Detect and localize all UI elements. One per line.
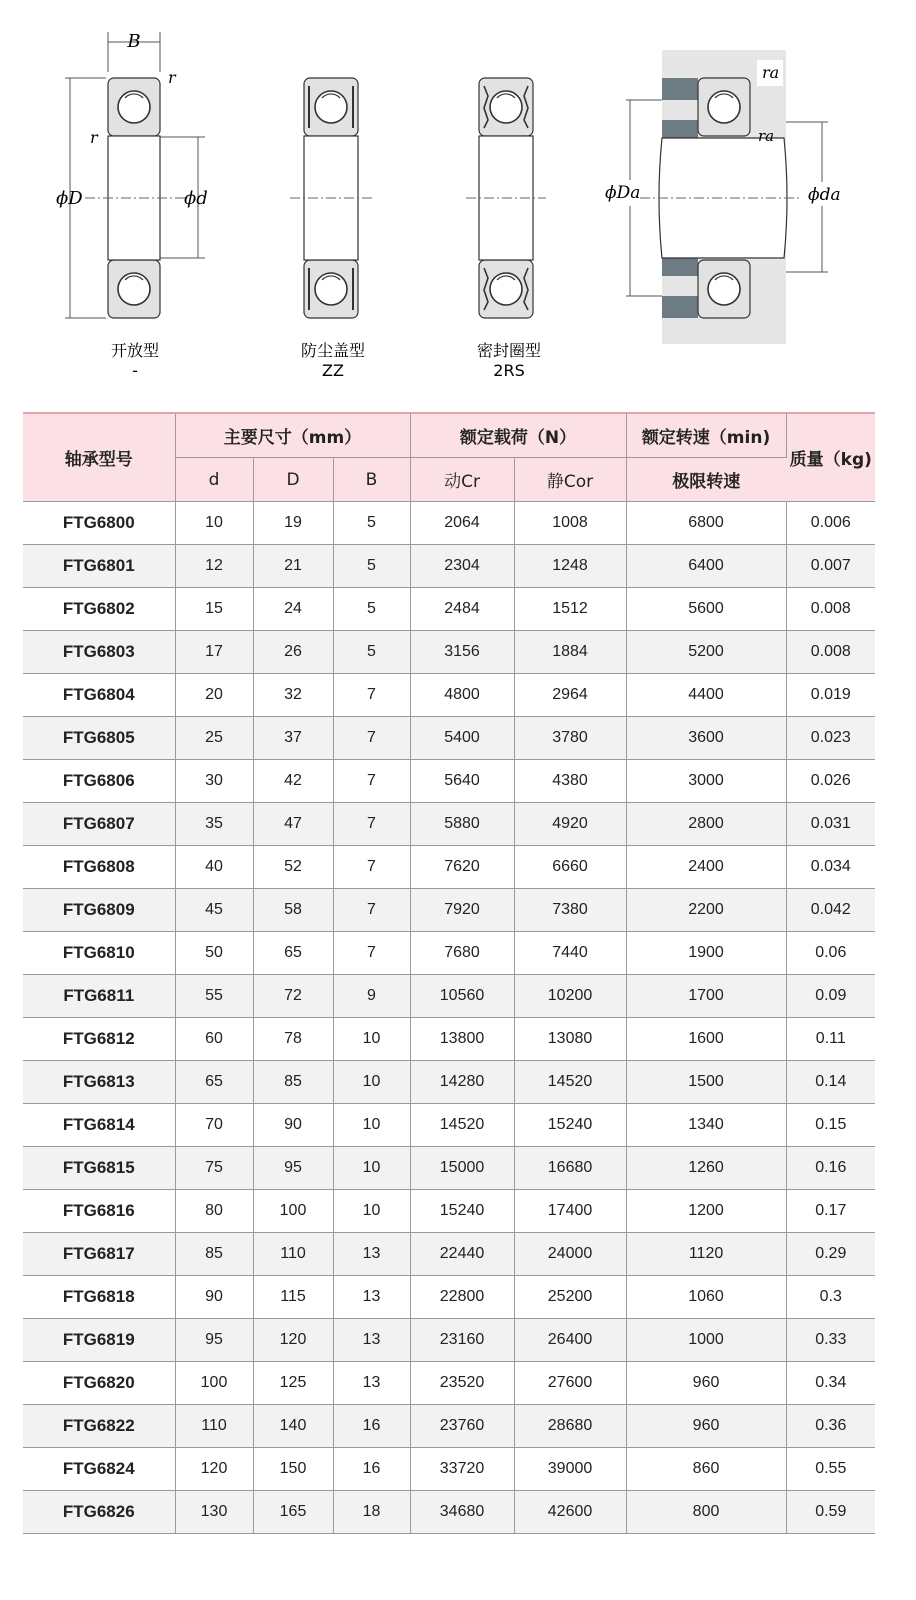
cell-outer-d: 150 <box>253 1448 333 1491</box>
cell-dynamic-cr: 2484 <box>410 588 514 631</box>
header-b: B <box>333 458 410 502</box>
cell-mass: 0.36 <box>786 1405 875 1448</box>
header-d: d <box>175 458 253 502</box>
cell-static-cor: 1884 <box>514 631 626 674</box>
cell-dynamic-cr: 5880 <box>410 803 514 846</box>
cell-dynamic-cr: 22440 <box>410 1233 514 1276</box>
label-da-outer: ϕDa <box>605 183 641 203</box>
cell-static-cor: 1248 <box>514 545 626 588</box>
cell-dynamic-cr: 2304 <box>410 545 514 588</box>
table-row <box>23 631 875 674</box>
label-r-left: r <box>90 128 98 147</box>
label-ra-inner: ra <box>758 127 775 145</box>
header-static-cor: 静Cor <box>514 458 626 502</box>
cell-dynamic-cr: 7920 <box>410 889 514 932</box>
open-type-diagram <box>56 31 208 318</box>
cell-mass: 0.008 <box>786 631 875 674</box>
header-mass: 质量（kg) <box>786 413 875 502</box>
cell-static-cor: 42600 <box>514 1491 626 1534</box>
cell-limit-speed: 1260 <box>626 1147 786 1190</box>
table-row <box>23 760 875 803</box>
cell-outer-d: 110 <box>253 1233 333 1276</box>
cell-model: FTG6812 <box>23 1018 175 1061</box>
cell-outer-d: 42 <box>253 760 333 803</box>
cell-d: 55 <box>175 975 253 1018</box>
cell-outer-d: 120 <box>253 1319 333 1362</box>
table-row <box>23 1491 875 1534</box>
cell-model: FTG6817 <box>23 1233 175 1276</box>
cell-limit-speed: 6400 <box>626 545 786 588</box>
cell-dynamic-cr: 2064 <box>410 502 514 545</box>
cell-static-cor: 1008 <box>514 502 626 545</box>
cell-model: FTG6819 <box>23 1319 175 1362</box>
cell-model: FTG6824 <box>23 1448 175 1491</box>
cell-outer-d: 125 <box>253 1362 333 1405</box>
cell-outer-d: 24 <box>253 588 333 631</box>
cell-model: FTG6826 <box>23 1491 175 1534</box>
cell-outer-d: 95 <box>253 1147 333 1190</box>
label-b: B <box>127 31 141 52</box>
cell-static-cor: 26400 <box>514 1319 626 1362</box>
cell-d: 65 <box>175 1061 253 1104</box>
bearing-diagrams <box>0 0 916 400</box>
cell-b: 7 <box>333 846 410 889</box>
cell-outer-d: 32 <box>253 674 333 717</box>
cell-model: FTG6808 <box>23 846 175 889</box>
cell-static-cor: 25200 <box>514 1276 626 1319</box>
table-row <box>23 889 875 932</box>
cell-dynamic-cr: 23760 <box>410 1405 514 1448</box>
table-row <box>23 803 875 846</box>
cell-dynamic-cr: 13800 <box>410 1018 514 1061</box>
cell-d: 12 <box>175 545 253 588</box>
cell-mass: 0.17 <box>786 1190 875 1233</box>
cell-static-cor: 39000 <box>514 1448 626 1491</box>
cell-mass: 0.008 <box>786 588 875 631</box>
cell-limit-speed: 1060 <box>626 1276 786 1319</box>
cell-static-cor: 7440 <box>514 932 626 975</box>
cell-mass: 0.34 <box>786 1362 875 1405</box>
cell-d: 45 <box>175 889 253 932</box>
cell-static-cor: 3780 <box>514 717 626 760</box>
cell-outer-d: 37 <box>253 717 333 760</box>
cell-d: 130 <box>175 1491 253 1534</box>
cell-model: FTG6805 <box>23 717 175 760</box>
table-row <box>23 1061 875 1104</box>
cell-dynamic-cr: 22800 <box>410 1276 514 1319</box>
mounting-diagram <box>604 50 848 344</box>
cell-outer-d: 85 <box>253 1061 333 1104</box>
cell-mass: 0.14 <box>786 1061 875 1104</box>
cell-d: 20 <box>175 674 253 717</box>
cell-outer-d: 72 <box>253 975 333 1018</box>
table-row <box>23 717 875 760</box>
cell-mass: 0.006 <box>786 502 875 545</box>
cell-dynamic-cr: 10560 <box>410 975 514 1018</box>
cell-b: 13 <box>333 1276 410 1319</box>
cell-dynamic-cr: 5640 <box>410 760 514 803</box>
cell-static-cor: 24000 <box>514 1233 626 1276</box>
cell-dynamic-cr: 7680 <box>410 932 514 975</box>
cell-outer-d: 115 <box>253 1276 333 1319</box>
cell-model: FTG6807 <box>23 803 175 846</box>
header-rated-speed: 额定转速（min) <box>626 413 786 458</box>
cell-static-cor: 13080 <box>514 1018 626 1061</box>
cell-model: FTG6822 <box>23 1405 175 1448</box>
header-dimensions: 主要尺寸（mm） <box>175 413 410 458</box>
seal-type-caption: 密封圈型 <box>476 341 542 360</box>
cell-mass: 0.3 <box>786 1276 875 1319</box>
cell-mass: 0.55 <box>786 1448 875 1491</box>
cell-static-cor: 16680 <box>514 1147 626 1190</box>
cell-limit-speed: 800 <box>626 1491 786 1534</box>
header-limit-speed: 极限转速 <box>626 458 786 502</box>
cell-limit-speed: 4400 <box>626 674 786 717</box>
cell-model: FTG6813 <box>23 1061 175 1104</box>
cell-model: FTG6804 <box>23 674 175 717</box>
cell-model: FTG6811 <box>23 975 175 1018</box>
cell-dynamic-cr: 3156 <box>410 631 514 674</box>
cell-model: FTG6820 <box>23 1362 175 1405</box>
cell-d: 90 <box>175 1276 253 1319</box>
bearing-spec-table <box>23 412 875 1534</box>
cell-mass: 0.026 <box>786 760 875 803</box>
cell-dynamic-cr: 15000 <box>410 1147 514 1190</box>
cell-d: 80 <box>175 1190 253 1233</box>
cell-b: 10 <box>333 1190 410 1233</box>
cell-limit-speed: 960 <box>626 1405 786 1448</box>
header-model: 轴承型号 <box>23 413 175 502</box>
table-row <box>23 502 875 545</box>
cell-limit-speed: 1000 <box>626 1319 786 1362</box>
cell-mass: 0.034 <box>786 846 875 889</box>
shield-type-diagram <box>290 78 372 318</box>
cell-b: 7 <box>333 674 410 717</box>
cell-mass: 0.007 <box>786 545 875 588</box>
table-row <box>23 932 875 975</box>
cell-dynamic-cr: 15240 <box>410 1190 514 1233</box>
cell-b: 10 <box>333 1061 410 1104</box>
cell-b: 10 <box>333 1104 410 1147</box>
cell-outer-d: 100 <box>253 1190 333 1233</box>
cell-static-cor: 15240 <box>514 1104 626 1147</box>
cell-d: 25 <box>175 717 253 760</box>
cell-outer-d: 58 <box>253 889 333 932</box>
cell-mass: 0.042 <box>786 889 875 932</box>
cell-mass: 0.16 <box>786 1147 875 1190</box>
cell-dynamic-cr: 14280 <box>410 1061 514 1104</box>
cell-limit-speed: 1200 <box>626 1190 786 1233</box>
table-row <box>23 1405 875 1448</box>
cell-d: 40 <box>175 846 253 889</box>
cell-dynamic-cr: 23520 <box>410 1362 514 1405</box>
cell-b: 7 <box>333 760 410 803</box>
cell-limit-speed: 1900 <box>626 932 786 975</box>
table-row <box>23 545 875 588</box>
cell-b: 7 <box>333 889 410 932</box>
cell-limit-speed: 1500 <box>626 1061 786 1104</box>
cell-d: 60 <box>175 1018 253 1061</box>
cell-model: FTG6815 <box>23 1147 175 1190</box>
table-body <box>23 502 875 1534</box>
cell-model: FTG6814 <box>23 1104 175 1147</box>
cell-model: FTG6806 <box>23 760 175 803</box>
cell-limit-speed: 1340 <box>626 1104 786 1147</box>
cell-d: 85 <box>175 1233 253 1276</box>
cell-dynamic-cr: 34680 <box>410 1491 514 1534</box>
cell-b: 5 <box>333 588 410 631</box>
cell-model: FTG6810 <box>23 932 175 975</box>
cell-mass: 0.09 <box>786 975 875 1018</box>
cell-outer-d: 78 <box>253 1018 333 1061</box>
cell-dynamic-cr: 23160 <box>410 1319 514 1362</box>
table-row <box>23 588 875 631</box>
cell-mass: 0.15 <box>786 1104 875 1147</box>
cell-limit-speed: 2800 <box>626 803 786 846</box>
cell-static-cor: 14520 <box>514 1061 626 1104</box>
table-row <box>23 975 875 1018</box>
cell-d: 95 <box>175 1319 253 1362</box>
cell-model: FTG6809 <box>23 889 175 932</box>
cell-b: 7 <box>333 932 410 975</box>
cell-dynamic-cr: 4800 <box>410 674 514 717</box>
cell-static-cor: 2964 <box>514 674 626 717</box>
table-row <box>23 1018 875 1061</box>
cell-outer-d: 90 <box>253 1104 333 1147</box>
cell-b: 5 <box>333 545 410 588</box>
cell-b: 7 <box>333 717 410 760</box>
cell-mass: 0.29 <box>786 1233 875 1276</box>
cell-dynamic-cr: 7620 <box>410 846 514 889</box>
cell-outer-d: 65 <box>253 932 333 975</box>
label-ra-top: ra <box>762 63 780 82</box>
cell-limit-speed: 2200 <box>626 889 786 932</box>
cell-limit-speed: 1120 <box>626 1233 786 1276</box>
cell-static-cor: 1512 <box>514 588 626 631</box>
cell-b: 7 <box>333 803 410 846</box>
cell-d: 50 <box>175 932 253 975</box>
cell-d: 17 <box>175 631 253 674</box>
cell-b: 10 <box>333 1147 410 1190</box>
table-row <box>23 1276 875 1319</box>
seal-type-diagram <box>466 78 546 318</box>
cell-static-cor: 7380 <box>514 889 626 932</box>
cell-b: 5 <box>333 502 410 545</box>
cell-d: 100 <box>175 1362 253 1405</box>
cell-b: 16 <box>333 1405 410 1448</box>
cell-d: 15 <box>175 588 253 631</box>
cell-b: 10 <box>333 1018 410 1061</box>
cell-mass: 0.59 <box>786 1491 875 1534</box>
cell-b: 16 <box>333 1448 410 1491</box>
cell-static-cor: 17400 <box>514 1190 626 1233</box>
table-row <box>23 1319 875 1362</box>
cell-b: 13 <box>333 1319 410 1362</box>
table-row <box>23 1233 875 1276</box>
cell-model: FTG6801 <box>23 545 175 588</box>
cell-limit-speed: 1600 <box>626 1018 786 1061</box>
table-row <box>23 1104 875 1147</box>
cell-b: 5 <box>333 631 410 674</box>
cell-d: 30 <box>175 760 253 803</box>
cell-d: 110 <box>175 1405 253 1448</box>
cell-mass: 0.019 <box>786 674 875 717</box>
cell-limit-speed: 860 <box>626 1448 786 1491</box>
header-rated-load: 额定载荷（N） <box>410 413 626 458</box>
cell-d: 75 <box>175 1147 253 1190</box>
cell-static-cor: 6660 <box>514 846 626 889</box>
cell-limit-speed: 960 <box>626 1362 786 1405</box>
cell-d: 70 <box>175 1104 253 1147</box>
cell-model: FTG6816 <box>23 1190 175 1233</box>
cell-mass: 0.11 <box>786 1018 875 1061</box>
label-outer-dia: ϕD <box>56 188 83 209</box>
cell-dynamic-cr: 14520 <box>410 1104 514 1147</box>
cell-static-cor: 28680 <box>514 1405 626 1448</box>
cell-static-cor: 4920 <box>514 803 626 846</box>
cell-limit-speed: 1700 <box>626 975 786 1018</box>
cell-model: FTG6803 <box>23 631 175 674</box>
cell-model: FTG6802 <box>23 588 175 631</box>
cell-d: 10 <box>175 502 253 545</box>
open-type-code: - <box>132 361 138 380</box>
table-row <box>23 1362 875 1405</box>
cell-limit-speed: 5200 <box>626 631 786 674</box>
cell-outer-d: 165 <box>253 1491 333 1534</box>
cell-outer-d: 21 <box>253 545 333 588</box>
cell-mass: 0.031 <box>786 803 875 846</box>
table-row <box>23 846 875 889</box>
cell-d: 35 <box>175 803 253 846</box>
cell-outer-d: 26 <box>253 631 333 674</box>
cell-outer-d: 47 <box>253 803 333 846</box>
cell-limit-speed: 3600 <box>626 717 786 760</box>
cell-b: 13 <box>333 1362 410 1405</box>
cell-mass: 0.06 <box>786 932 875 975</box>
cell-mass: 0.33 <box>786 1319 875 1362</box>
cell-outer-d: 140 <box>253 1405 333 1448</box>
cell-outer-d: 19 <box>253 502 333 545</box>
cell-limit-speed: 6800 <box>626 502 786 545</box>
cell-outer-d: 52 <box>253 846 333 889</box>
cell-b: 18 <box>333 1491 410 1534</box>
label-inner-dia: ϕd <box>184 188 208 209</box>
cell-dynamic-cr: 33720 <box>410 1448 514 1491</box>
header-dynamic-cr: 动Cr <box>410 458 514 502</box>
cell-model: FTG6818 <box>23 1276 175 1319</box>
cell-model: FTG6800 <box>23 502 175 545</box>
table-row <box>23 674 875 717</box>
shield-type-code: ZZ <box>322 361 344 380</box>
shield-type-caption: 防尘盖型 <box>300 341 366 360</box>
seal-type-code: 2RS <box>493 361 525 380</box>
cell-static-cor: 27600 <box>514 1362 626 1405</box>
table-row <box>23 1147 875 1190</box>
header-outer-d: D <box>253 458 333 502</box>
cell-static-cor: 10200 <box>514 975 626 1018</box>
cell-mass: 0.023 <box>786 717 875 760</box>
cell-static-cor: 4380 <box>514 760 626 803</box>
cell-limit-speed: 5600 <box>626 588 786 631</box>
label-r-top: r <box>168 68 176 87</box>
cell-d: 120 <box>175 1448 253 1491</box>
cell-limit-speed: 3000 <box>626 760 786 803</box>
cell-limit-speed: 2400 <box>626 846 786 889</box>
label-da-inner: ϕda <box>808 185 841 205</box>
table-row <box>23 1190 875 1233</box>
cell-dynamic-cr: 5400 <box>410 717 514 760</box>
table-row <box>23 1448 875 1491</box>
cell-b: 13 <box>333 1233 410 1276</box>
cell-b: 9 <box>333 975 410 1018</box>
open-type-caption: 开放型 <box>110 341 160 360</box>
